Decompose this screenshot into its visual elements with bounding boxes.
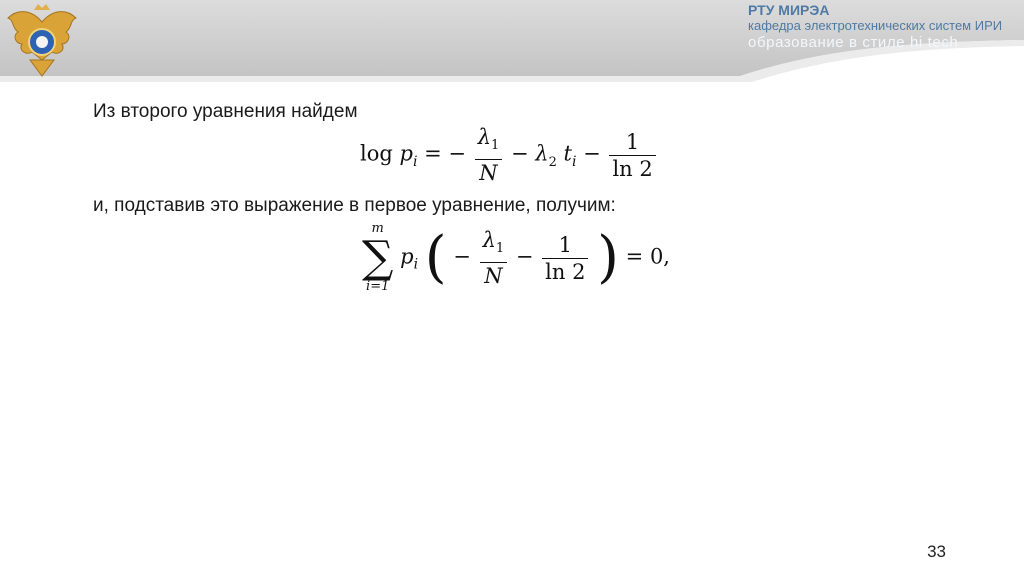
intro-text: Из второго уравнения найдем <box>93 101 358 122</box>
denominator-ln2: ln 2 <box>612 156 653 181</box>
t-symbol: t <box>563 141 572 166</box>
index-i: i <box>412 153 418 170</box>
numerator <box>480 227 508 263</box>
formula-log-p <box>360 124 658 186</box>
numerator <box>475 124 503 160</box>
minus-symbol: − <box>453 244 471 269</box>
index-i-t: i <box>572 153 577 170</box>
subscript-one: 1 <box>491 138 500 154</box>
formula-sum <box>362 222 670 294</box>
p-symbol: p <box>399 141 413 166</box>
fraction-lambda-over-n <box>480 227 508 289</box>
lambda2-symbol: λ <box>535 141 549 166</box>
slogan: образование в стиле hi tech <box>748 34 959 51</box>
transition-text: и, подставив это выражение в первое уравнение, получим: <box>93 195 616 216</box>
numerator-one: 1 <box>542 232 588 259</box>
department-name: кафедра электротехнических систем ИРИ <box>748 18 1003 33</box>
header-banner <box>0 0 1024 82</box>
denominator-n: N <box>484 264 503 289</box>
equals-minus: = − <box>424 141 466 166</box>
denominator-n: N <box>479 161 498 186</box>
index-i: i <box>413 256 419 273</box>
page-number: 33 <box>927 542 946 561</box>
university-name: РТУ МИРЭА <box>748 2 830 18</box>
sum-lower-limit: i=1 <box>366 279 390 294</box>
lambda-symbol: λ <box>482 227 496 252</box>
fraction-one-over-ln2 <box>609 129 655 182</box>
sum-upper-limit: m <box>371 221 384 236</box>
minus-symbol-2: − <box>583 141 601 166</box>
left-paren: ( <box>424 225 447 290</box>
subscript-two: 2 <box>548 154 557 170</box>
log-symbol: log <box>360 141 393 166</box>
right-paren: ) <box>597 225 619 290</box>
numerator-one: 1 <box>609 129 655 156</box>
eagle-emblem-icon <box>4 2 80 80</box>
fraction-lambda-over-n <box>475 124 503 186</box>
summation <box>362 222 393 294</box>
lambda-symbol: λ <box>477 125 491 149</box>
fraction-one-over-ln2 <box>542 232 588 285</box>
minus-symbol-2: − <box>515 244 534 269</box>
subscript-one: 1 <box>495 241 505 257</box>
equals-zero: = 0, <box>625 244 670 269</box>
brand-block <box>748 2 1002 52</box>
sigma-symbol: ∑ <box>362 232 394 283</box>
minus-symbol: − <box>510 141 529 166</box>
denominator-ln2: ln 2 <box>545 259 586 284</box>
p-symbol: p <box>400 244 414 269</box>
